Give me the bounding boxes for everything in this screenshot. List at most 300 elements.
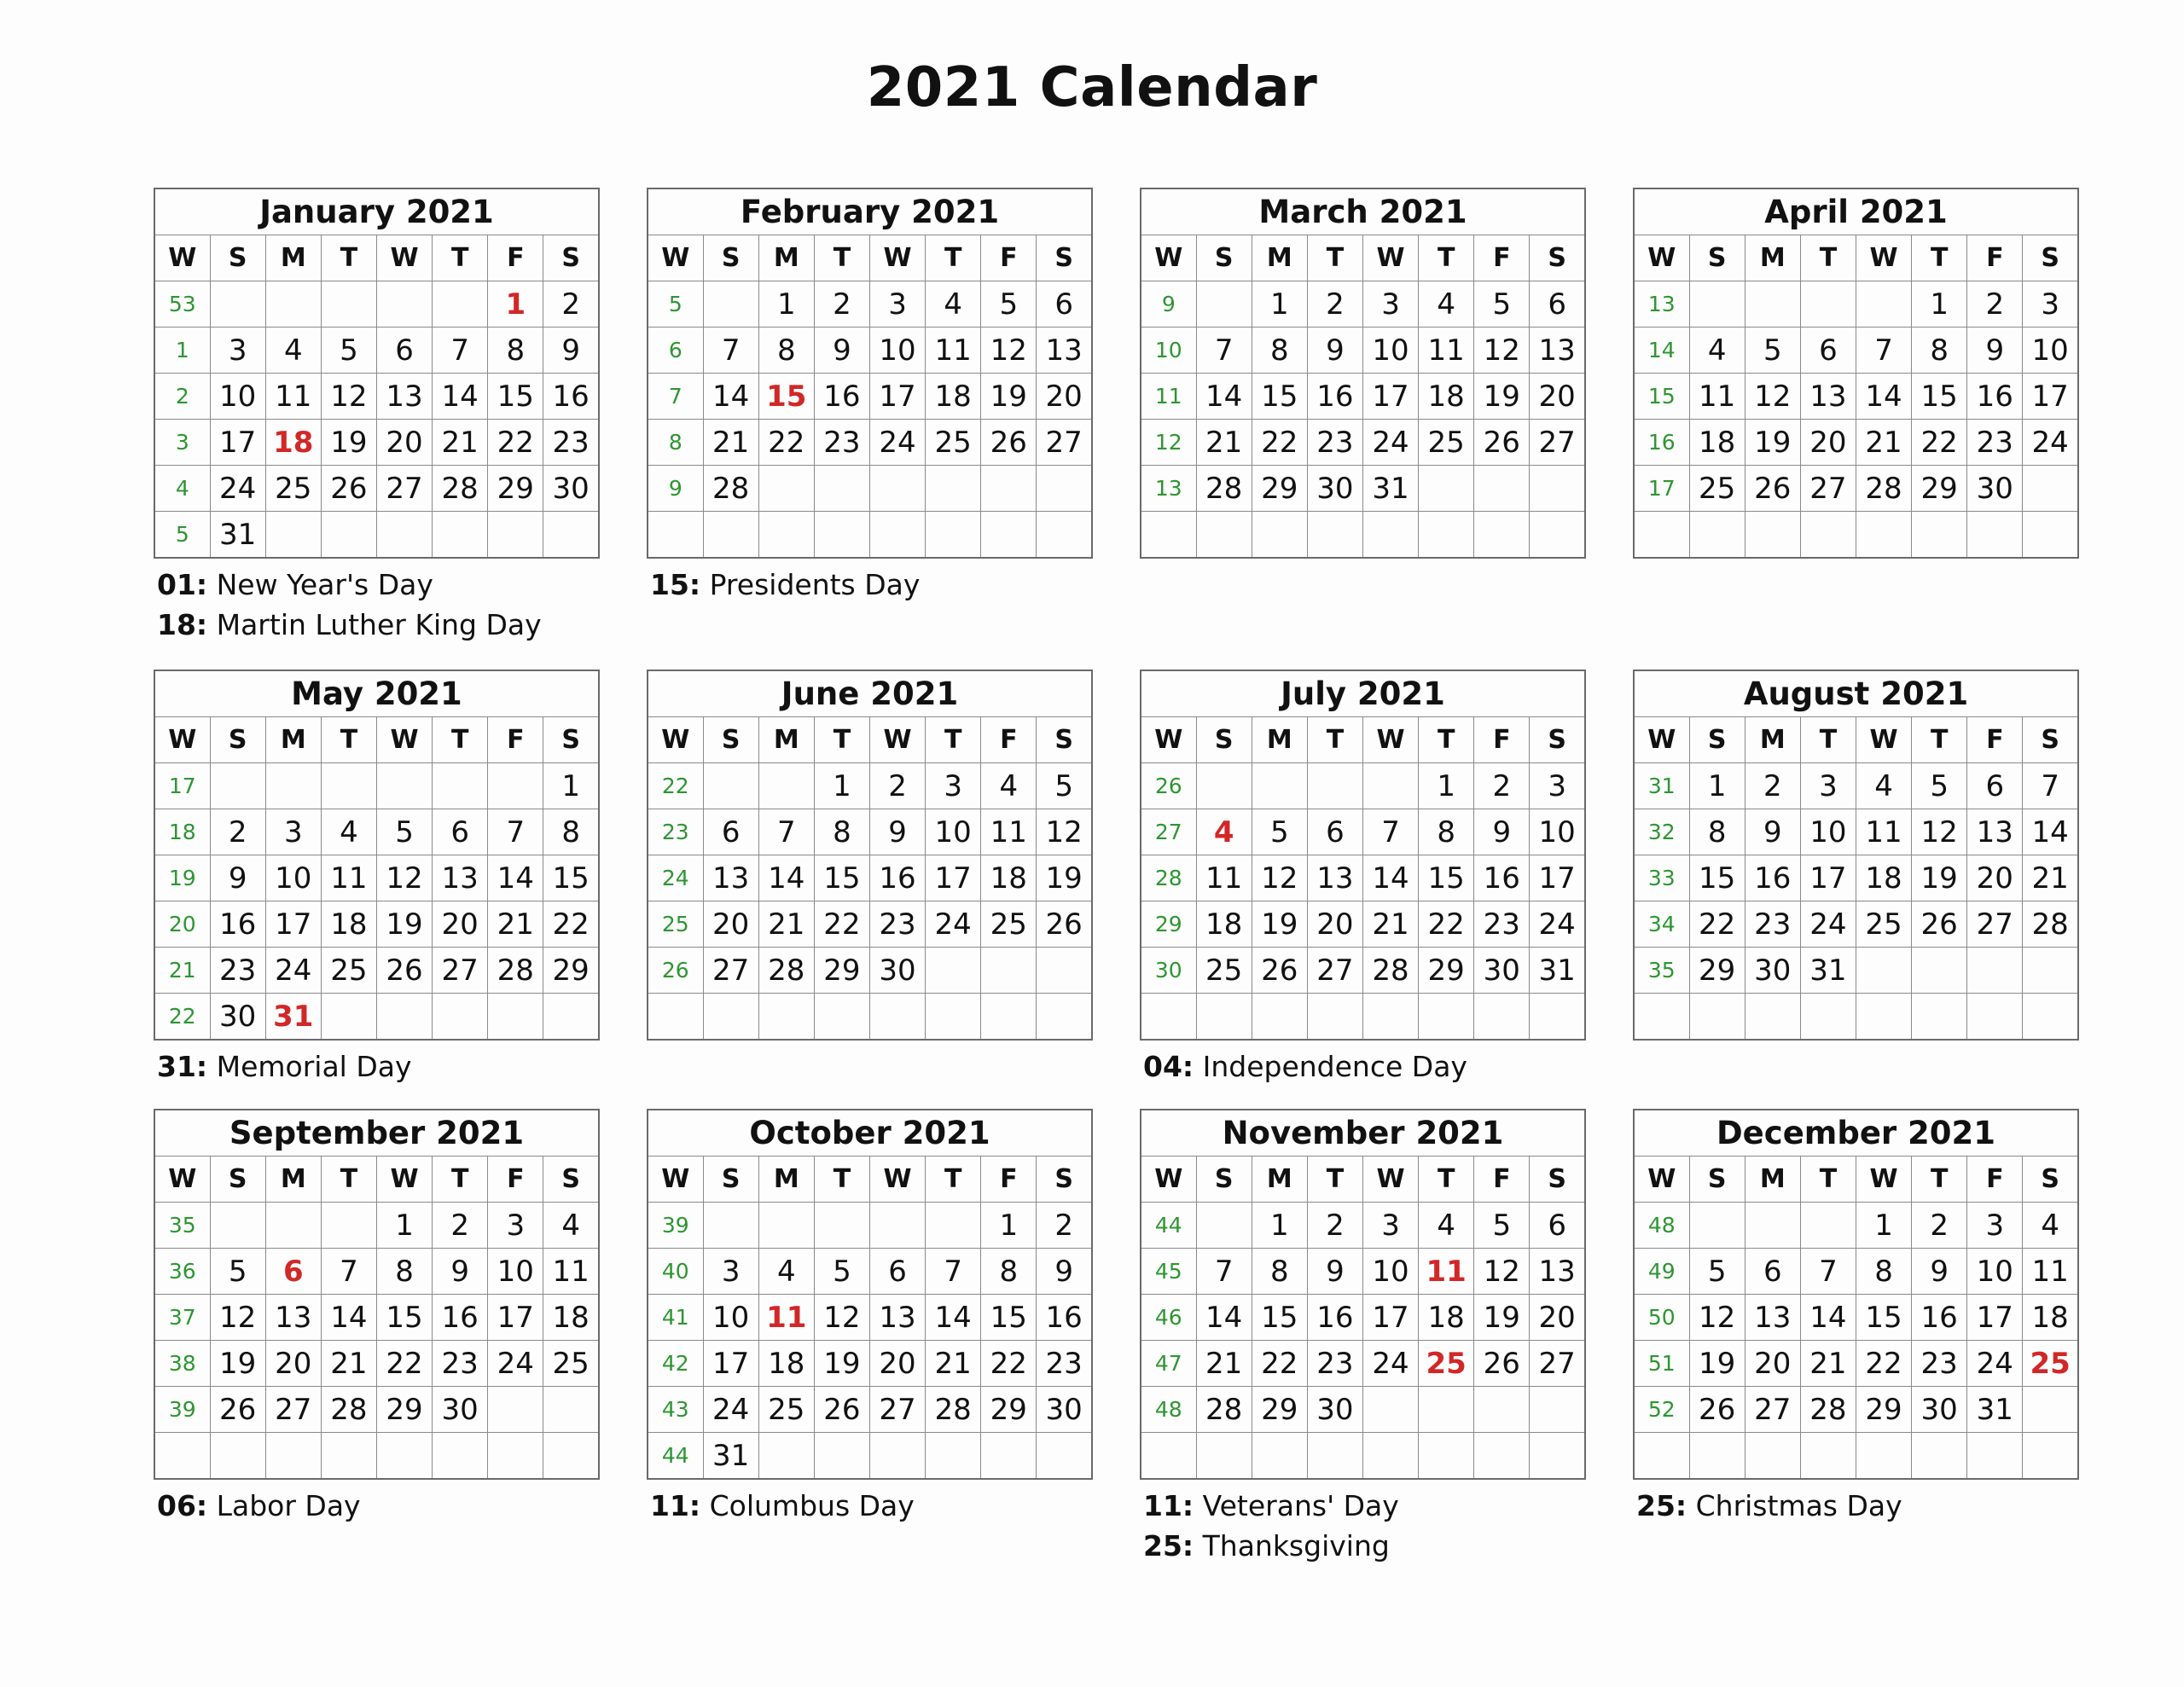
date-cell: 30 [1912, 1387, 1967, 1433]
day-header: M [1252, 235, 1307, 281]
date-cell: 18 [981, 855, 1037, 901]
empty-cell [1530, 1433, 1585, 1480]
date-cell: 13 [1745, 1295, 1800, 1341]
date-cell: 10 [1363, 328, 1419, 374]
day-header: T [814, 717, 869, 763]
date-cell: 22 [377, 1341, 433, 1387]
week-row [1141, 1295, 1585, 1341]
month-block-october-2021 [647, 1109, 1093, 1526]
date-cell: 23 [1474, 901, 1530, 948]
date-cell: 27 [1745, 1387, 1800, 1433]
day-header: W [870, 235, 926, 281]
week-number: 53 [154, 281, 210, 328]
date-cell: 2 [1307, 1203, 1362, 1249]
day-header: W [1856, 235, 1912, 281]
holiday-date: 11: [1143, 1489, 1194, 1522]
week-row [1634, 948, 2078, 994]
week-number: 6 [648, 328, 703, 374]
date-cell: 15 [1419, 855, 1474, 901]
date-cell: 20 [703, 901, 758, 948]
empty-cell [1037, 466, 1092, 512]
empty-cell [377, 994, 433, 1041]
date-cell: 29 [814, 948, 869, 994]
empty-cell [1856, 281, 1912, 328]
empty-cell [1856, 948, 1912, 994]
week-column-header: W [1634, 235, 1689, 281]
holiday-name: Presidents Day [700, 568, 921, 601]
empty-cell [926, 948, 981, 994]
date-cell: 16 [1307, 1295, 1362, 1341]
week-row [154, 374, 599, 420]
date-cell: 17 [488, 1295, 543, 1341]
empty-cell [265, 1203, 321, 1249]
week-number: 52 [1634, 1387, 1689, 1433]
date-cell: 18 [1419, 374, 1474, 420]
day-header: S [1037, 717, 1092, 763]
date-cell: 4 [758, 1249, 814, 1295]
week-number [1634, 994, 1689, 1041]
date-cell: 10 [488, 1249, 543, 1295]
holiday-note [1636, 1486, 2079, 1526]
date-cell: 18 [1419, 1295, 1474, 1341]
months-grid [154, 188, 2079, 1566]
date-cell: 27 [870, 1387, 926, 1433]
empty-cell [1856, 512, 1912, 559]
empty-cell [433, 763, 488, 809]
empty-cell [433, 512, 488, 559]
holiday-name: Memorial Day [207, 1050, 412, 1083]
month-block-august-2021 [1633, 670, 2079, 1046]
week-row [1141, 809, 1585, 855]
day-header: T [814, 1157, 869, 1203]
date-cell: 26 [210, 1387, 265, 1433]
empty-cell [1856, 1433, 1912, 1480]
holiday-note [1143, 1526, 1586, 1566]
date-cell: 14 [1196, 1295, 1252, 1341]
date-cell: 8 [981, 1249, 1037, 1295]
day-of-week-row [1634, 717, 2078, 763]
day-header: S [543, 235, 599, 281]
date-cell: 28 [321, 1387, 376, 1433]
week-number: 13 [1141, 466, 1196, 512]
week-row [648, 809, 1092, 855]
week-number: 10 [1141, 328, 1196, 374]
date-cell: 14 [433, 374, 488, 420]
date-cell: 13 [703, 855, 758, 901]
date-cell: 1 [981, 1203, 1037, 1249]
day-header: S [210, 717, 265, 763]
date-cell: 19 [1912, 855, 1967, 901]
day-header: F [488, 717, 543, 763]
day-header: W [377, 1157, 433, 1203]
date-cell: 8 [758, 328, 814, 374]
month-title-row [1141, 188, 1585, 235]
week-row [1634, 466, 2078, 512]
day-of-week-row [648, 1157, 1092, 1203]
date-cell: 21 [321, 1341, 376, 1387]
day-header: T [433, 717, 488, 763]
empty-cell [433, 994, 488, 1041]
empty-cell [1363, 763, 1419, 809]
date-cell: 30 [1037, 1387, 1092, 1433]
day-header: T [321, 717, 376, 763]
week-number: 8 [648, 420, 703, 466]
date-cell: 13 [1967, 809, 2023, 855]
day-header: M [265, 235, 321, 281]
date-cell: 24 [1967, 1341, 2023, 1387]
date-cell: 16 [1745, 855, 1800, 901]
date-cell: 24 [703, 1387, 758, 1433]
week-row [1141, 1433, 1585, 1480]
week-number: 9 [648, 466, 703, 512]
day-header: S [543, 717, 599, 763]
date-cell: 22 [758, 420, 814, 466]
date-cell: 3 [703, 1249, 758, 1295]
date-cell: 3 [1967, 1203, 2023, 1249]
date-cell: 29 [1252, 1387, 1307, 1433]
empty-cell [1474, 466, 1530, 512]
week-row [1634, 328, 2078, 374]
date-cell: 27 [1967, 901, 2023, 948]
date-cell: 9 [1912, 1249, 1967, 1295]
week-number: 33 [1634, 855, 1689, 901]
week-column-header: W [1634, 1157, 1689, 1203]
date-cell: 17 [1530, 855, 1585, 901]
month-title: February 2021 [648, 188, 1092, 235]
month-title-row [154, 1110, 599, 1157]
date-cell: 9 [1967, 328, 2023, 374]
date-cell: 24 [1363, 420, 1419, 466]
date-cell: 11 [1419, 1249, 1474, 1295]
date-cell: 1 [814, 763, 869, 809]
week-row [648, 512, 1092, 559]
date-cell: 4 [1856, 763, 1912, 809]
empty-cell [870, 466, 926, 512]
week-number: 47 [1141, 1341, 1196, 1387]
date-cell: 1 [1856, 1203, 1912, 1249]
date-cell: 26 [1252, 948, 1307, 994]
date-cell: 18 [1689, 420, 1745, 466]
day-header: S [1196, 717, 1252, 763]
date-cell: 4 [1419, 1203, 1474, 1249]
empty-cell [1745, 1433, 1800, 1480]
date-cell: 9 [814, 328, 869, 374]
empty-cell [1037, 1433, 1092, 1480]
empty-cell [1745, 281, 1800, 328]
day-header: M [758, 717, 814, 763]
date-cell: 4 [1196, 809, 1252, 855]
date-cell: 16 [1037, 1295, 1092, 1341]
month-title: August 2021 [1634, 670, 2078, 717]
date-cell: 4 [2023, 1203, 2078, 1249]
empty-cell [433, 1433, 488, 1480]
date-cell: 9 [1037, 1249, 1092, 1295]
date-cell: 28 [703, 466, 758, 512]
date-cell: 1 [758, 281, 814, 328]
empty-cell [265, 281, 321, 328]
week-row [1141, 512, 1585, 559]
week-row [154, 855, 599, 901]
date-cell: 19 [321, 420, 376, 466]
week-number: 32 [1634, 809, 1689, 855]
date-cell: 6 [1530, 1203, 1585, 1249]
empty-cell [981, 466, 1037, 512]
date-cell: 23 [210, 948, 265, 994]
month-title-row [1141, 1110, 1585, 1157]
date-cell: 3 [2023, 281, 2078, 328]
empty-cell [1196, 1433, 1252, 1480]
date-cell: 11 [1856, 809, 1912, 855]
empty-cell [1912, 1433, 1967, 1480]
date-cell: 7 [433, 328, 488, 374]
week-row [1634, 1387, 2078, 1433]
empty-cell [1419, 466, 1474, 512]
date-cell: 17 [1800, 855, 1856, 901]
week-row [1141, 994, 1585, 1041]
month-block-may-2021 [154, 670, 600, 1087]
date-cell: 11 [758, 1295, 814, 1341]
date-cell: 19 [210, 1341, 265, 1387]
date-cell: 7 [321, 1249, 376, 1295]
week-number: 50 [1634, 1295, 1689, 1341]
empty-cell [1419, 1387, 1474, 1433]
page-title: 2021 Calendar [866, 56, 1318, 119]
empty-cell [1689, 1433, 1745, 1480]
date-cell: 7 [2023, 763, 2078, 809]
date-cell: 10 [1363, 1249, 1419, 1295]
holiday-date: 25: [1143, 1529, 1194, 1562]
holiday-name: Martin Luther King Day [207, 608, 542, 641]
date-cell: 16 [210, 901, 265, 948]
date-cell: 7 [1196, 328, 1252, 374]
week-row [154, 1387, 599, 1433]
week-row [154, 901, 599, 948]
date-cell: 14 [2023, 809, 2078, 855]
date-cell: 22 [1252, 1341, 1307, 1387]
date-cell: 20 [1530, 1295, 1585, 1341]
date-cell: 27 [1800, 466, 1856, 512]
empty-cell [926, 466, 981, 512]
date-cell: 26 [1474, 1341, 1530, 1387]
date-cell: 23 [1745, 901, 1800, 948]
empty-cell [703, 1203, 758, 1249]
week-row [1634, 763, 2078, 809]
empty-cell [1419, 994, 1474, 1041]
date-cell: 15 [377, 1295, 433, 1341]
date-cell: 22 [543, 901, 599, 948]
week-row [648, 1249, 1092, 1295]
date-cell: 15 [488, 374, 543, 420]
empty-cell [488, 1387, 543, 1433]
week-number: 3 [154, 420, 210, 466]
week-number: 51 [1634, 1341, 1689, 1387]
empty-cell [321, 763, 376, 809]
date-cell: 28 [1196, 1387, 1252, 1433]
date-cell: 26 [377, 948, 433, 994]
week-column-header: W [648, 1157, 703, 1203]
date-cell: 5 [1037, 763, 1092, 809]
week-row [1141, 328, 1585, 374]
date-cell: 26 [981, 420, 1037, 466]
week-number: 42 [648, 1341, 703, 1387]
day-of-week-row [154, 717, 599, 763]
date-cell: 30 [870, 948, 926, 994]
date-cell: 27 [1530, 1341, 1585, 1387]
holiday-date: 11: [650, 1489, 701, 1522]
date-cell: 10 [1967, 1249, 2023, 1295]
holiday-date: 31: [157, 1050, 208, 1083]
date-cell: 20 [1745, 1341, 1800, 1387]
date-cell: 30 [1745, 948, 1800, 994]
empty-cell [1363, 1433, 1419, 1480]
date-cell: 2 [1967, 281, 2023, 328]
date-cell: 19 [981, 374, 1037, 420]
day-header: S [1037, 235, 1092, 281]
empty-cell [1800, 994, 1856, 1041]
day-header: T [1419, 1157, 1474, 1203]
empty-cell [1419, 1433, 1474, 1480]
empty-cell [2023, 512, 2078, 559]
date-cell: 29 [377, 1387, 433, 1433]
empty-cell [433, 281, 488, 328]
date-cell: 8 [1689, 809, 1745, 855]
date-cell: 5 [1912, 763, 1967, 809]
date-cell: 4 [321, 809, 376, 855]
date-cell: 17 [926, 855, 981, 901]
date-cell: 9 [433, 1249, 488, 1295]
empty-cell [1363, 994, 1419, 1041]
date-cell: 11 [1419, 328, 1474, 374]
week-number: 1 [154, 328, 210, 374]
empty-cell [543, 1387, 599, 1433]
date-cell: 25 [926, 420, 981, 466]
empty-cell [1307, 512, 1362, 559]
day-header: S [1689, 1157, 1745, 1203]
date-cell: 23 [1307, 1341, 1362, 1387]
date-cell: 25 [758, 1387, 814, 1433]
day-header: M [1252, 1157, 1307, 1203]
date-cell: 13 [433, 855, 488, 901]
date-cell: 21 [2023, 855, 2078, 901]
week-number: 19 [154, 855, 210, 901]
empty-cell [321, 1203, 376, 1249]
month-title: October 2021 [648, 1110, 1092, 1157]
empty-cell [981, 948, 1037, 994]
date-cell: 20 [265, 1341, 321, 1387]
empty-cell [1363, 1387, 1419, 1433]
week-row [154, 1433, 599, 1480]
week-row [648, 374, 1092, 420]
date-cell: 27 [703, 948, 758, 994]
date-cell: 1 [377, 1203, 433, 1249]
date-cell: 13 [377, 374, 433, 420]
month-block-july-2021 [1140, 670, 1586, 1087]
week-row [1634, 1249, 2078, 1295]
date-cell: 14 [488, 855, 543, 901]
week-row [648, 763, 1092, 809]
month-title: January 2021 [154, 188, 599, 235]
date-cell: 23 [543, 420, 599, 466]
week-number: 12 [1141, 420, 1196, 466]
day-header: F [981, 717, 1037, 763]
date-cell: 31 [265, 994, 321, 1041]
date-cell: 18 [926, 374, 981, 420]
week-number: 29 [1141, 901, 1196, 948]
month-title-row [648, 670, 1092, 717]
day-header: T [321, 1157, 376, 1203]
date-cell: 12 [1912, 809, 1967, 855]
date-cell: 19 [1689, 1341, 1745, 1387]
week-row [648, 994, 1092, 1041]
holiday-note [157, 1486, 600, 1526]
date-cell: 21 [1800, 1341, 1856, 1387]
day-header: M [758, 1157, 814, 1203]
day-header: W [1363, 235, 1419, 281]
day-header: S [1689, 717, 1745, 763]
week-number: 36 [154, 1249, 210, 1295]
date-cell: 24 [210, 466, 265, 512]
week-number: 7 [648, 374, 703, 420]
day-header: T [1800, 235, 1856, 281]
month-block-april-2021 [1633, 188, 2079, 565]
date-cell: 20 [377, 420, 433, 466]
empty-cell [1196, 994, 1252, 1041]
week-number: 39 [154, 1387, 210, 1433]
empty-cell [210, 281, 265, 328]
month-title: July 2021 [1141, 670, 1585, 717]
date-cell: 5 [1474, 281, 1530, 328]
empty-cell [210, 1203, 265, 1249]
holiday-notes [1140, 1046, 1586, 1087]
date-cell: 6 [1037, 281, 1092, 328]
date-cell: 14 [1856, 374, 1912, 420]
date-cell: 13 [1530, 328, 1585, 374]
date-cell: 5 [1474, 1203, 1530, 1249]
empty-cell [321, 281, 376, 328]
date-cell: 24 [1800, 901, 1856, 948]
date-cell: 2 [1912, 1203, 1967, 1249]
empty-cell [814, 994, 869, 1041]
empty-cell [1800, 281, 1856, 328]
date-cell: 18 [1196, 901, 1252, 948]
week-column-header: W [1141, 717, 1196, 763]
date-cell: 4 [543, 1203, 599, 1249]
week-column-header: W [1141, 235, 1196, 281]
date-cell: 18 [1856, 855, 1912, 901]
month-table [154, 188, 600, 559]
holiday-date: 15: [650, 568, 701, 601]
date-cell: 3 [926, 763, 981, 809]
date-cell: 31 [1363, 466, 1419, 512]
week-number: 17 [154, 763, 210, 809]
holiday-notes [154, 1486, 600, 1526]
date-cell: 23 [433, 1341, 488, 1387]
day-header: W [377, 717, 433, 763]
empty-cell [758, 1433, 814, 1480]
week-number: 45 [1141, 1249, 1196, 1295]
date-cell: 6 [265, 1249, 321, 1295]
date-cell: 14 [926, 1295, 981, 1341]
empty-cell [488, 763, 543, 809]
week-column-header: W [648, 717, 703, 763]
holiday-name: Thanksgiving [1194, 1529, 1390, 1562]
week-column-header: W [154, 235, 210, 281]
week-row [1634, 1433, 2078, 1480]
holiday-notes [1633, 1486, 2079, 1526]
date-cell: 25 [1856, 901, 1912, 948]
month-table [1633, 670, 2079, 1041]
day-header: T [1800, 717, 1856, 763]
